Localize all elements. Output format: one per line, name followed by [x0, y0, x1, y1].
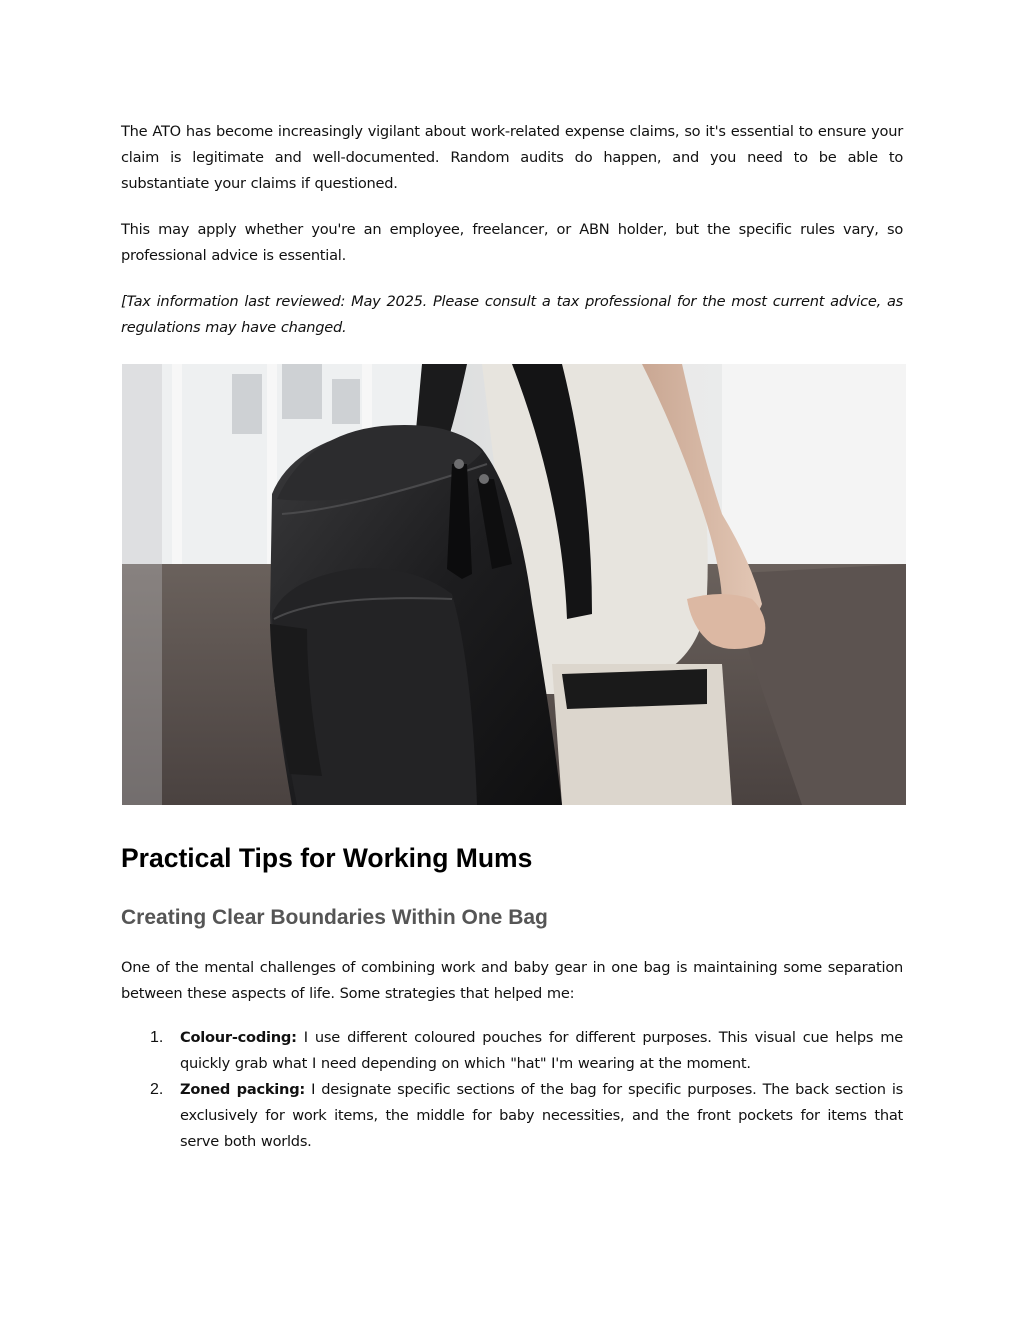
paragraph-tax-disclaimer: [Tax information last reviewed: May 2025. Please consult a tax professional for the most current advice, as regulations may have changed.: [121, 293, 903, 336]
paragraph-ato-vigilance: The ATO has become increasingly vigilant about work-related expense claims, so it's essential to ensure your claim is legitimate and well-documented. Random audits do happen, and you need to be able to substantiate your claims if questioned.: [121, 123, 903, 192]
article-bottom: [121, 955, 903, 1155]
list-item-body: I use different coloured pouches for different purposes. This visual cue helps me quickly grab what I need depending on which "hat" I'm wearing at the moment.: [180, 1029, 903, 1072]
backpack-photo: [122, 364, 906, 805]
list-number: 1.: [150, 1029, 164, 1046]
list-item-text: [180, 1025, 903, 1077]
paragraph-who-it-applies-to: This may apply whether you're an employee, freelancer, or ABN holder, but the specific rules vary, so professional advice is essential.: [121, 221, 903, 264]
list-number: 2.: [150, 1081, 164, 1098]
section-heading: Practical Tips for Working Mums: [121, 843, 533, 873]
list-item-lead: Colour-coding:: [180, 1029, 297, 1046]
article-top: [121, 119, 903, 363]
list-item: [121, 1077, 903, 1155]
list-item-body: I designate specific sections of the bag for specific purposes. The back section is exclusively for work items, the middle for baby necessities, and the front pockets for items that serve both worlds.: [180, 1081, 904, 1150]
list-item-lead: Zoned packing:: [180, 1081, 305, 1098]
list-item: [121, 1025, 903, 1077]
section-subheading: Creating Clear Boundaries Within One Bag: [121, 906, 548, 929]
list-item-text: [180, 1077, 903, 1155]
paragraph-intro: One of the mental challenges of combining work and baby gear in one bag is maintaining some separation between these aspects of life. Some strategies that helped me:: [121, 959, 903, 1002]
tips-list: [121, 1025, 903, 1155]
